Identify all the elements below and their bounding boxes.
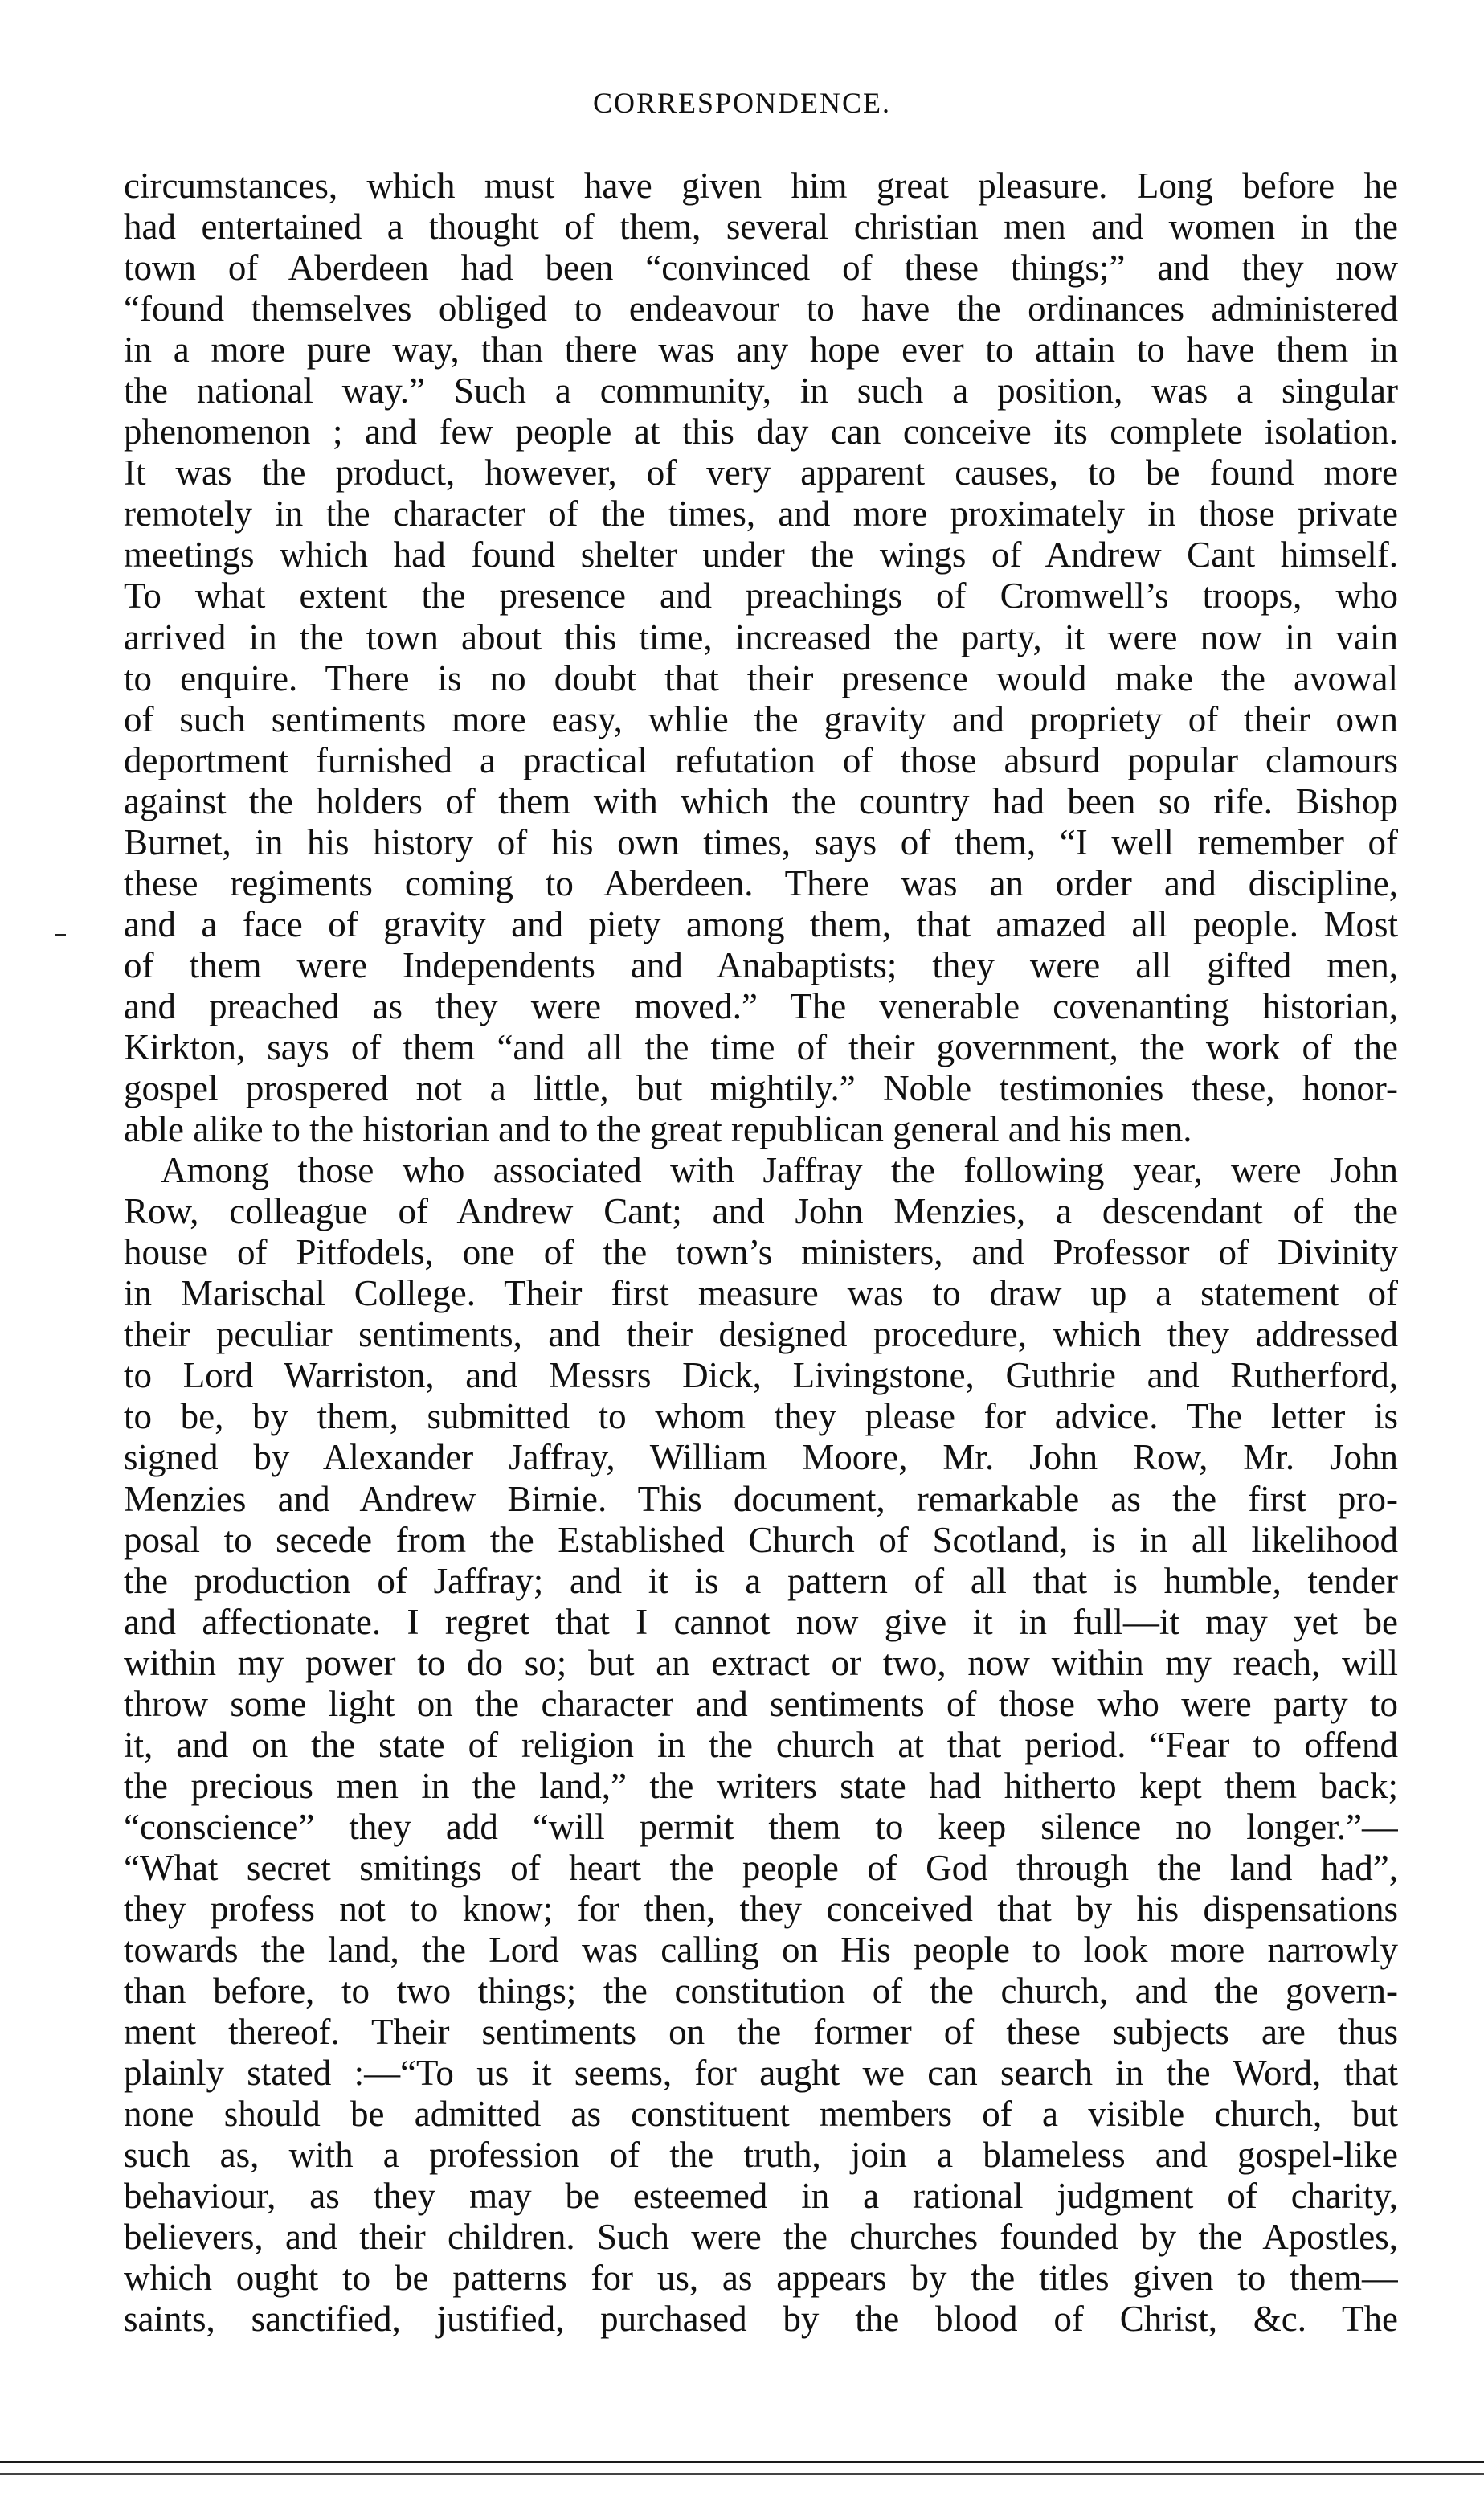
margin-mark (55, 934, 66, 936)
text-line: which ought to be patterns for us, as appears by the titles given to them— (124, 2258, 1398, 2299)
text-line: able alike to the historian and to the great republican general and his men. (124, 1109, 1192, 1150)
text-line: Burnet, in his history of his own times, says of them, “I well remember of (124, 821, 1398, 862)
text-line: house of Pitfodels, one of the town’s ministers, and Professor of Divinity (124, 1232, 1398, 1273)
text-line: of such sentiments more easy, whlie the gravity and propriety of their own (124, 698, 1398, 739)
text-line: Row, colleague of Andrew Cant; and John Menzies, a descendant of the (124, 1191, 1398, 1232)
text-line: Kirkton, says of them “and all the time of their government, the work of the (124, 1026, 1398, 1067)
text-line: of them were Independents and Anabaptists; they were all gifted men, (124, 944, 1398, 985)
text-line: against the holders of them with which the country had been so rife. Bishop (124, 780, 1398, 821)
text-line: throw some light on the character and sentiments of those who were party to (124, 1683, 1398, 1724)
text-line: to Lord Warriston, and Messrs Dick, Livingstone, Guthrie and Rutherford, (124, 1355, 1398, 1396)
text-line: town of Aberdeen had been “convinced of these things;” and they now (124, 248, 1398, 289)
text-line: to be, by them, submitted to whom they please for advice. The letter is (124, 1396, 1398, 1437)
text-line: gospel prospered not a little, but mightily.” Noble testimonies these, honor- (124, 1068, 1398, 1109)
text-line: than before, to two things; the constitution of the church, and the govern- (124, 1971, 1398, 2012)
text-line: and a face of gravity and piety among them, that amazed all people. Most (124, 903, 1398, 944)
text-line: “What secret smitings of heart the people of God through the land had”, (124, 1847, 1398, 1888)
text-line: in a more pure way, than there was any hope ever to attain to have them in (124, 330, 1398, 371)
text-line: these regiments coming to Aberdeen. There was an order and discipline, (124, 862, 1398, 903)
text-line: behaviour, as they may be esteemed in a rational judgment of charity, (124, 2176, 1398, 2217)
text-line: the national way.” Such a community, in such a position, was a singular (124, 371, 1398, 412)
text-line: “conscience” they add “will permit them to keep silence no longer.”— (124, 1806, 1398, 1847)
text-line: none should be admitted as constituent members of a visible church, but (124, 2094, 1398, 2135)
text-line: plainly stated :—“To us it seems, for aught we can search in the Word, that (124, 2053, 1398, 2094)
text-line: saints, sanctified, justified, purchased by the blood of Christ, &c. The (124, 2299, 1398, 2340)
text-line: ment thereof. Their sentiments on the former of these subjects are thus (124, 2012, 1398, 2053)
text-line: in Marischal College. Their first measure was to draw up a statement of (124, 1273, 1398, 1314)
text-line: signed by Alexander Jaffray, William Moore, Mr. John Row, Mr. John (124, 1437, 1398, 1478)
text-line: posal to secede from the Established Church of Scotland, is in all likelihood (124, 1519, 1398, 1560)
text-line: meetings which had found shelter under the wings of Andrew Cant himself. (124, 534, 1398, 575)
text-line: it, and on the state of religion in the church at that period. “Fear to offend (124, 1724, 1398, 1765)
running-header: CORRESPONDENCE. (592, 87, 892, 119)
text-line: remotely in the character of the times, and more proximately in those private (124, 493, 1398, 534)
text-line: Menzies and Andrew Birnie. This document, remarkable as the first pro- (124, 1478, 1398, 1519)
body-text (124, 166, 1398, 2340)
text-line: and preached as they were moved.” The venerable covenanting historian, (124, 985, 1398, 1026)
text-line: It was the product, however, of very apparent causes, to be found more (124, 452, 1398, 493)
text-line: phenomenon ; and few people at this day can conceive its complete isolation. (124, 412, 1398, 452)
text-line: circumstances, which must have given him great pleasure. Long before he (124, 166, 1398, 206)
text-line: deportment furnished a practical refutation of those absurd popular clamours (124, 739, 1398, 780)
page-bottom-rule (0, 2461, 1484, 2502)
text-line: To what extent the presence and preachings of Cromwell’s troops, who (124, 575, 1398, 616)
text-line: their peculiar sentiments, and their designed procedure, which they addressed (124, 1314, 1398, 1355)
text-line: within my power to do so; but an extract or two, now within my reach, will (124, 1642, 1398, 1683)
text-line: “found themselves obliged to endeavour to have the ordinances administered (124, 289, 1398, 330)
text-line: believers, and their children. Such were the churches founded by the Apostles, (124, 2217, 1398, 2258)
text-line: towards the land, the Lord was calling on His people to look more narrowly (124, 1930, 1398, 1971)
text-line: such as, with a profession of the truth, join a blameless and gospel-like (124, 2135, 1398, 2176)
text-line: they profess not to know; for then, they conceived that by his dispensations (124, 1888, 1398, 1929)
text-line: to enquire. There is no doubt that their presence would make the avowal (124, 657, 1398, 698)
text-line: arrived in the town about this time, increased the party, it were now in vain (124, 616, 1398, 657)
text-line: had entertained a thought of them, several christian men and women in the (124, 207, 1398, 248)
text-line: and affectionate. I regret that I cannot now give it in full—it may yet be (124, 1601, 1398, 1642)
text-line: the precious men in the land,” the writers state had hitherto kept them back; (124, 1765, 1398, 1806)
paragraph-start-line: Among those who associated with Jaffray the following year, were John (161, 1150, 1398, 1191)
text-line: the production of Jaffray; and it is a pattern of all that is humble, tender (124, 1560, 1398, 1601)
